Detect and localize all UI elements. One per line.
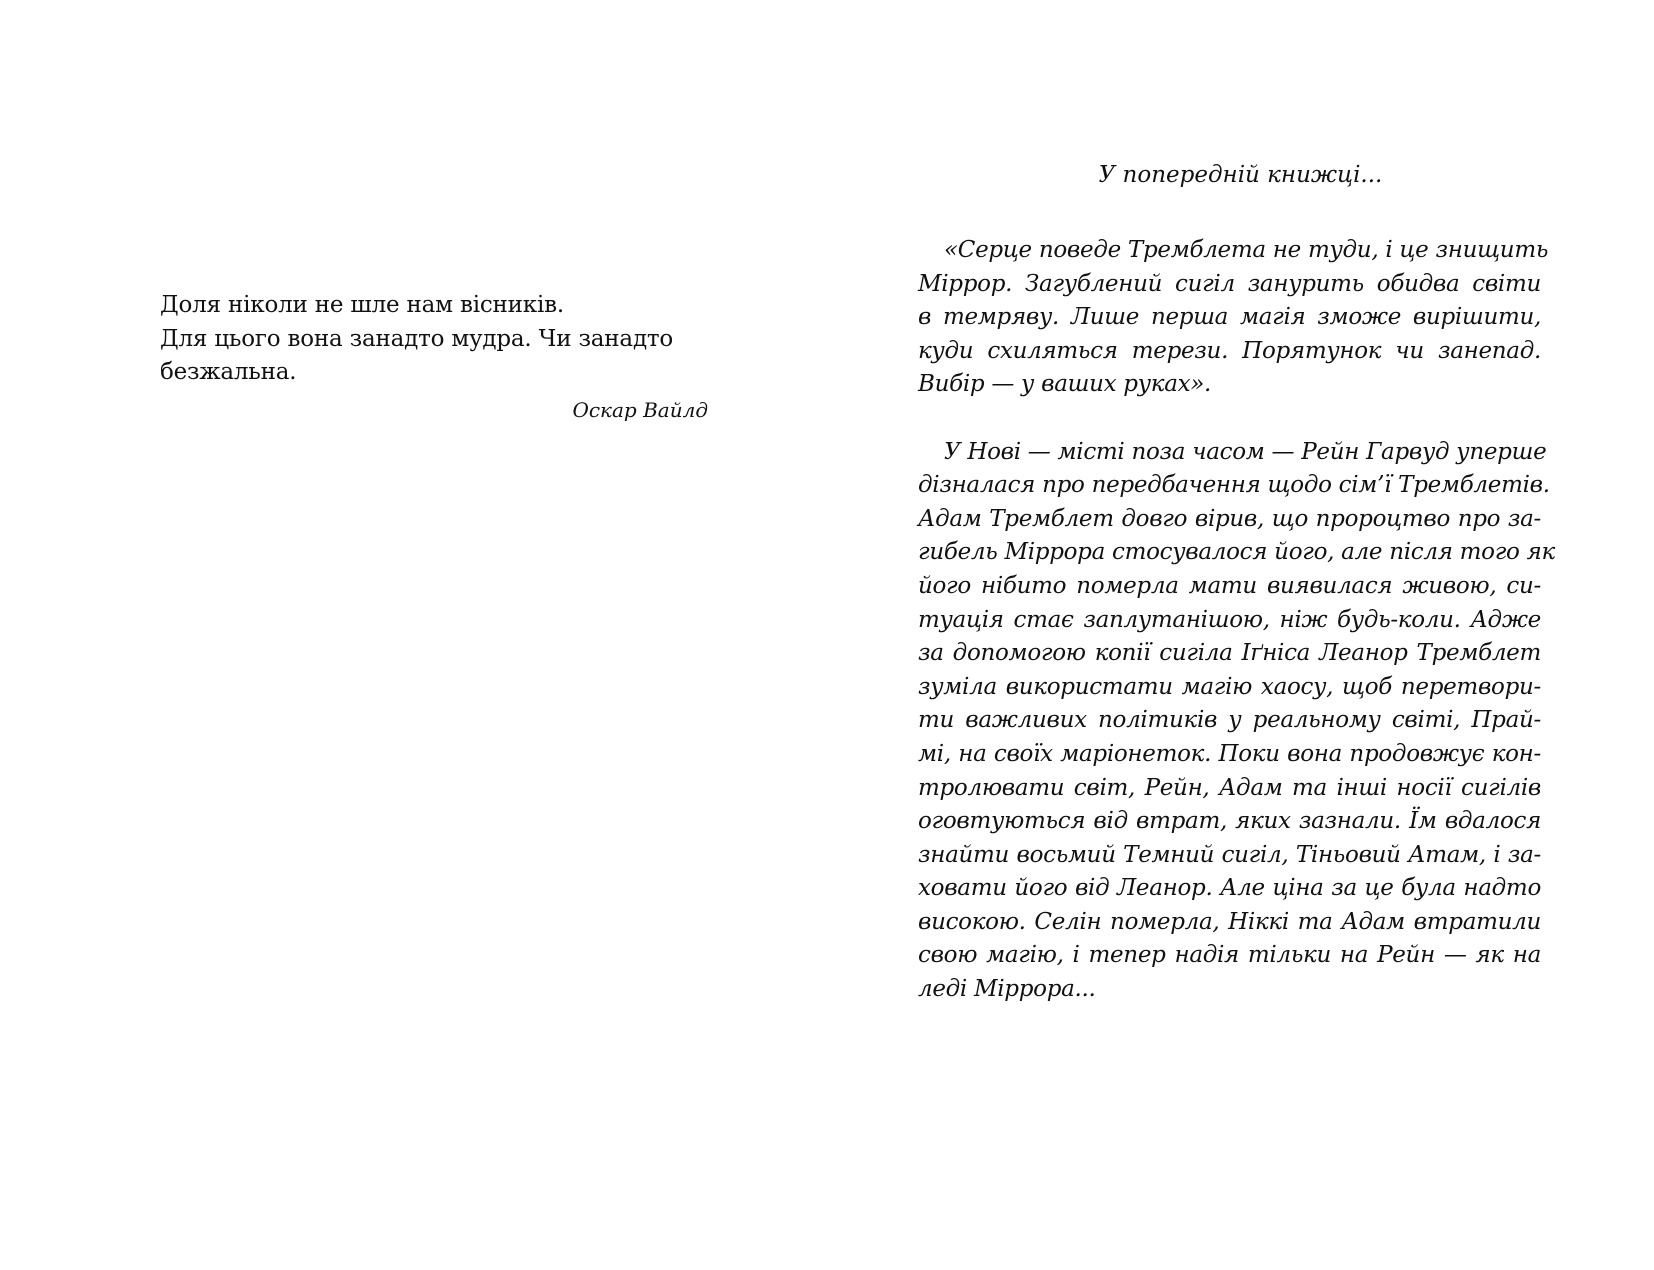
text-line: в темряву. Лише перша магія зможе вирішити, bbox=[918, 304, 1541, 331]
text-line: його нібито померла мати виявилася живою, си- bbox=[918, 572, 1541, 599]
epigraph-line: безжальна. bbox=[160, 359, 297, 385]
text-line: за допомогою копії сигіла Іґніса Леанор Тремблет bbox=[918, 640, 1541, 667]
prophecy-paragraph bbox=[918, 234, 1549, 402]
text-line: дізналася про передбачення щодо сім’ї Тремблетів. bbox=[918, 472, 1550, 499]
text-line: оговтуються від втрат, яких зазнали. Їм вдалося bbox=[918, 808, 1541, 835]
text-line: У Нові — місті поза часом — Рейн Гарвуд уперше bbox=[944, 438, 1547, 465]
text-line: свою магію, і тепер надія тільки на Рейн — як на bbox=[918, 942, 1541, 969]
epigraph bbox=[160, 289, 708, 425]
text-line: мі, на своїх маріонеток. Поки вона продовжує кон- bbox=[918, 740, 1541, 767]
text-line: ховати його від Леанор. Але ціна за це була надто bbox=[918, 875, 1541, 902]
text-line: ти важливих політиків у реальному світі, Прай- bbox=[918, 707, 1541, 734]
recap-heading: У попередній книжці... bbox=[1098, 162, 1383, 188]
text-line: зуміла використати магію хаосу, щоб перетвори- bbox=[918, 673, 1541, 700]
text-line: Адам Тремблет довго вірив, що пророцтво про за- bbox=[918, 505, 1541, 532]
text-line: гибель Міррора стосувалося його, але після того як bbox=[918, 539, 1555, 566]
text-line: знайти восьмий Темний сигіл, Тіньовий Атам, і за- bbox=[918, 841, 1541, 868]
text-line: високою. Селін померла, Ніккі та Адам втратили bbox=[918, 908, 1541, 935]
text-line: леді Міррора... bbox=[918, 976, 1096, 1003]
epigraph-author: Оскар Вайлд bbox=[572, 397, 708, 422]
text-line: Вибір — у ваших руках». bbox=[918, 371, 1212, 398]
epigraph-line: Доля ніколи не шле нам вісників. bbox=[160, 292, 564, 318]
previous-book-recap bbox=[918, 158, 1555, 1007]
text-line: куди схиляться терези. Порятунок чи занепад. bbox=[918, 337, 1541, 364]
text-line: Міррор. Загублений сигіл занурить обидва світи bbox=[918, 270, 1541, 297]
summary-paragraph bbox=[918, 436, 1555, 1007]
text-line: «Серце поведе Тремблета не туди, і це знищить bbox=[944, 237, 1549, 263]
text-line: тролювати світ, Рейн, Адам та інші носії сигілів bbox=[918, 774, 1541, 801]
text-line: туація стає заплутанішою, ніж будь-коли. Адже bbox=[918, 606, 1541, 633]
epigraph-line: Для цього вона занадто мудра. Чи занадто bbox=[160, 325, 674, 352]
